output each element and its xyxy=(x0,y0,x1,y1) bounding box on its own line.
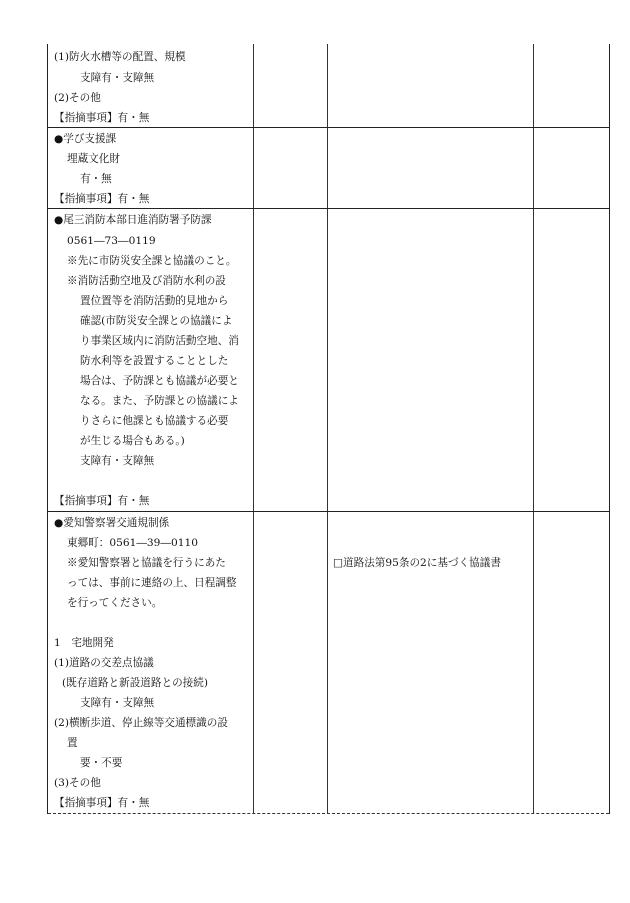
row3-line: ※消防活動空地及び消防水利の設 xyxy=(67,275,226,287)
column-divider xyxy=(253,44,254,814)
row3-line: 0561―73―0119 xyxy=(67,235,156,247)
row4-line: (2)横断歩道、停止線等交通標識の設 xyxy=(54,717,228,729)
row4-line: 要・不要 xyxy=(80,757,123,769)
required-document-item: □道路法第95条の2に基づく協議書 xyxy=(333,557,501,569)
row3-line: が生じる場合もある。) xyxy=(80,435,185,447)
row2-line: ●学び支援課 xyxy=(54,133,117,145)
row3-line: なる。また、予防課との協議によ xyxy=(80,395,239,407)
row4-line: 【指摘事項】有・無 xyxy=(54,797,150,809)
table-bottom-edge xyxy=(48,813,609,814)
row3-line: ※先に市防災安全課と協議のこと。 xyxy=(67,255,237,267)
row3-line: りさらに他課とも協議する必要 xyxy=(80,415,229,427)
column-divider xyxy=(533,44,534,814)
row4-line: っては、事前に連絡の上、日程調整 xyxy=(67,577,237,589)
row3-line: 確認(市防災安全課との協議によ xyxy=(80,315,233,327)
row3-line: 置位置等を消防活動的見地から xyxy=(80,295,229,307)
row4-line: 置 xyxy=(67,737,78,749)
row4-line: (既存道路と新設道路との接続) xyxy=(62,677,208,689)
row2-line: 埋蔵文化財 xyxy=(67,153,120,165)
row3-line: 支障有・支障無 xyxy=(80,455,155,467)
review-form-table xyxy=(47,44,610,814)
row-divider xyxy=(48,511,609,512)
row1-line: (2)その他 xyxy=(54,92,101,104)
row3-line: ●尾三消防本部日進消防署予防課 xyxy=(54,214,212,226)
row3-line: 【指摘事項】有・無 xyxy=(54,495,150,507)
row4-line: 支障有・支障無 xyxy=(80,697,155,709)
row4-line: 東郷町：0561―39―0110 xyxy=(67,537,198,549)
row1-line: 支障有・支障無 xyxy=(80,72,155,84)
row-divider xyxy=(48,208,609,209)
row4-line: 1 宅地開発 xyxy=(54,637,114,649)
row3-line: 場合は、予防課とも協議が必要と xyxy=(80,375,239,387)
row4-line: (3)その他 xyxy=(54,777,101,789)
row4-line: ●愛知警察署交通規制係 xyxy=(54,517,170,529)
row2-line: 【指摘事項】有・無 xyxy=(54,193,150,205)
row3-line: 防水利等を設置することとした xyxy=(80,355,229,367)
column-divider xyxy=(327,44,328,814)
row3-line: り事業区域内に消防活動空地、消 xyxy=(80,335,239,347)
row-divider xyxy=(48,127,609,128)
row2-line: 有・無 xyxy=(80,173,112,185)
row4-line: ※愛知警察署と協議を行うにあた xyxy=(67,557,226,569)
row1-line: 【指摘事項】有・無 xyxy=(54,112,150,124)
row4-line: を行ってください。 xyxy=(67,597,163,609)
row1-line: (1)防火水槽等の配置、規模 xyxy=(54,51,186,63)
row4-line: (1)道路の交差点協議 xyxy=(54,657,154,669)
